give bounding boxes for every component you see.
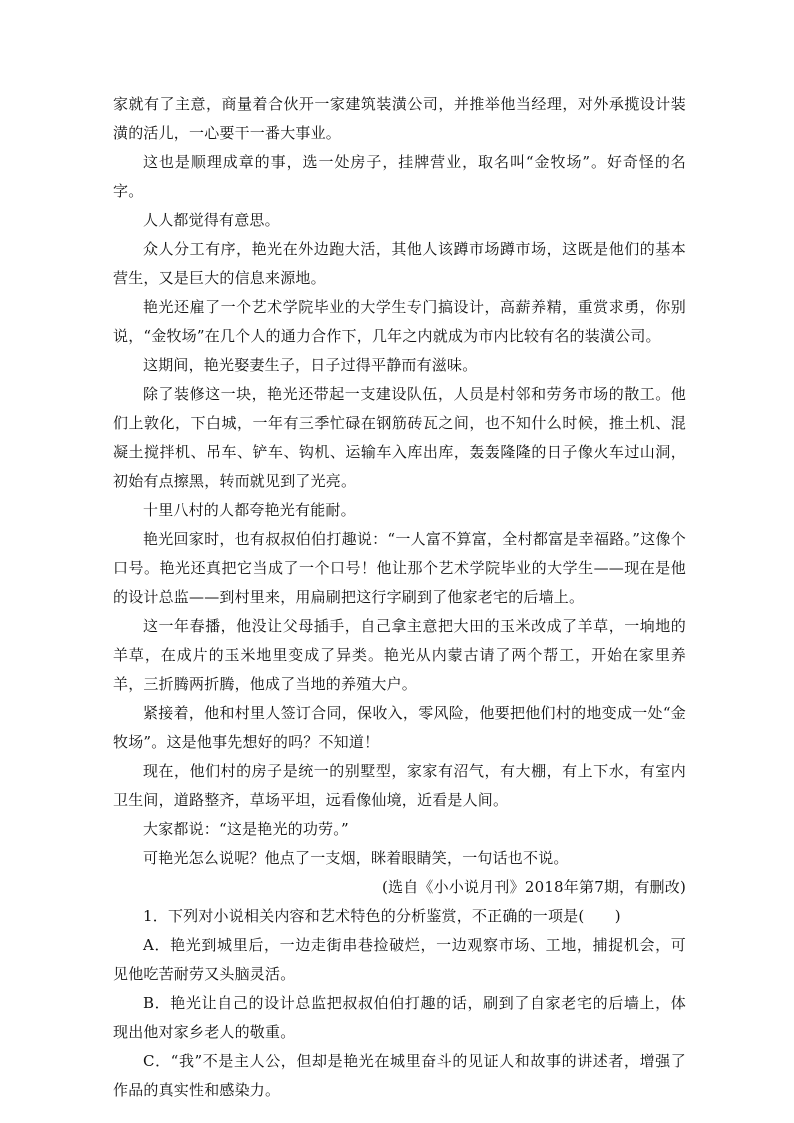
paragraph: 现在，他们村的房子是统一的别墅型，家家有沼气，有大棚，有上下水，有室内卫生间，道路整齐，草场平坦，远看像仙境，近看是人间。: [113, 762, 686, 809]
paragraph: 这期间，艳光娶妻生子，日子过得平静而有滋味。: [143, 356, 478, 374]
question-option-c: C．“我”不是主人公，但却是艳光在城里奋斗的见证人和故事的讲述者，增强了作品的真实性和感染力。: [113, 1052, 686, 1099]
paragraph: 可艳光怎么说呢？他点了一支烟，眯着眼睛笑，一句话也不说。: [143, 849, 569, 867]
paragraph: 人人都觉得有意思。: [143, 211, 280, 229]
paragraph: 这一年春播，他没让父母插手，自己拿主意把大田的玉米改成了羊草，一垧地的羊草，在成片的玉米地里变成了异类。艳光从内蒙古请了两个帮工，开始在家里养羊，三折腾两折腾，他成了当地的养殖大户。: [113, 617, 686, 693]
paragraph: 艳光还雇了一个艺术学院毕业的大学生专门搞设计，高薪养精，重赏求勇，你别说，“金牧场”在几个人的通力合作下，几年之内就成为市内比较有名的装潢公司。: [113, 298, 686, 345]
story-text: [113, 90, 686, 1105]
question-stem: 1．下列对小说相关内容和艺术特色的分析鉴赏，不正确的一项是( ): [143, 907, 621, 925]
paragraph: 紧接着，他和村里人签订合同，保收入，零风险，他要把他们村的地变成一处“金牧场”。这是他事先想好的吗？不知道！: [113, 704, 686, 751]
paragraph: 艳光回家时，也有叔叔伯伯打趣说：“一人富不算富，全村都富是幸福路。”这像个口号。艳光还真把它当成了一个口号！他让那个艺术学院毕业的大学生——现在是他的设计总监——到村里来，用扁刷把这行字刷到了他家老宅的后墙上。: [113, 530, 686, 606]
question-option-a: A．艳光到城里后，一边走街串巷捡破烂，一边观察市场、工地，捕捉机会，可见他吃苦耐劳又头脑灵活。: [113, 936, 686, 983]
paragraph: 众人分工有序，艳光在外边跑大活，其他人该蹲市场蹲市场，这既是他们的基本营生，又是巨大的信息来源地。: [113, 240, 686, 287]
paragraph: 这也是顺理成章的事，选一处房子，挂牌营业，取名叫“金牧场”。好奇怪的名字。: [113, 153, 686, 200]
source-citation: (选自《小小说月刊》2018年第7期，有删改): [381, 878, 686, 896]
paragraph: 十里八村的人都夸艳光有能耐。: [143, 501, 356, 519]
paragraph: 大家都说：“这是艳光的功劳。”: [143, 820, 349, 838]
paragraph: 除了装修这一块，艳光还带起一支建设队伍，人员是村邻和劳务市场的散工。他们上敦化，下白城，一年有三季忙碌在钢筋砖瓦之间，也不知什么时候，推土机、混凝土搅拌机、吊车、铲车、钩机、运输车入库出库，轰轰隆隆的日子像火车过山洞，初始有点擦黑，转而就见到了光亮。: [113, 385, 686, 490]
question-option-b: B．艳光让自己的设计总监把叔叔伯伯打趣的话，刷到了自家老宅的后墙上，体现出他对家乡老人的敬重。: [113, 994, 686, 1041]
paragraph: 家就有了主意，商量着合伙开一家建筑装潢公司，并推举他当经理，对外承揽设计装潢的活儿，一心要干一番大事业。: [113, 95, 686, 142]
